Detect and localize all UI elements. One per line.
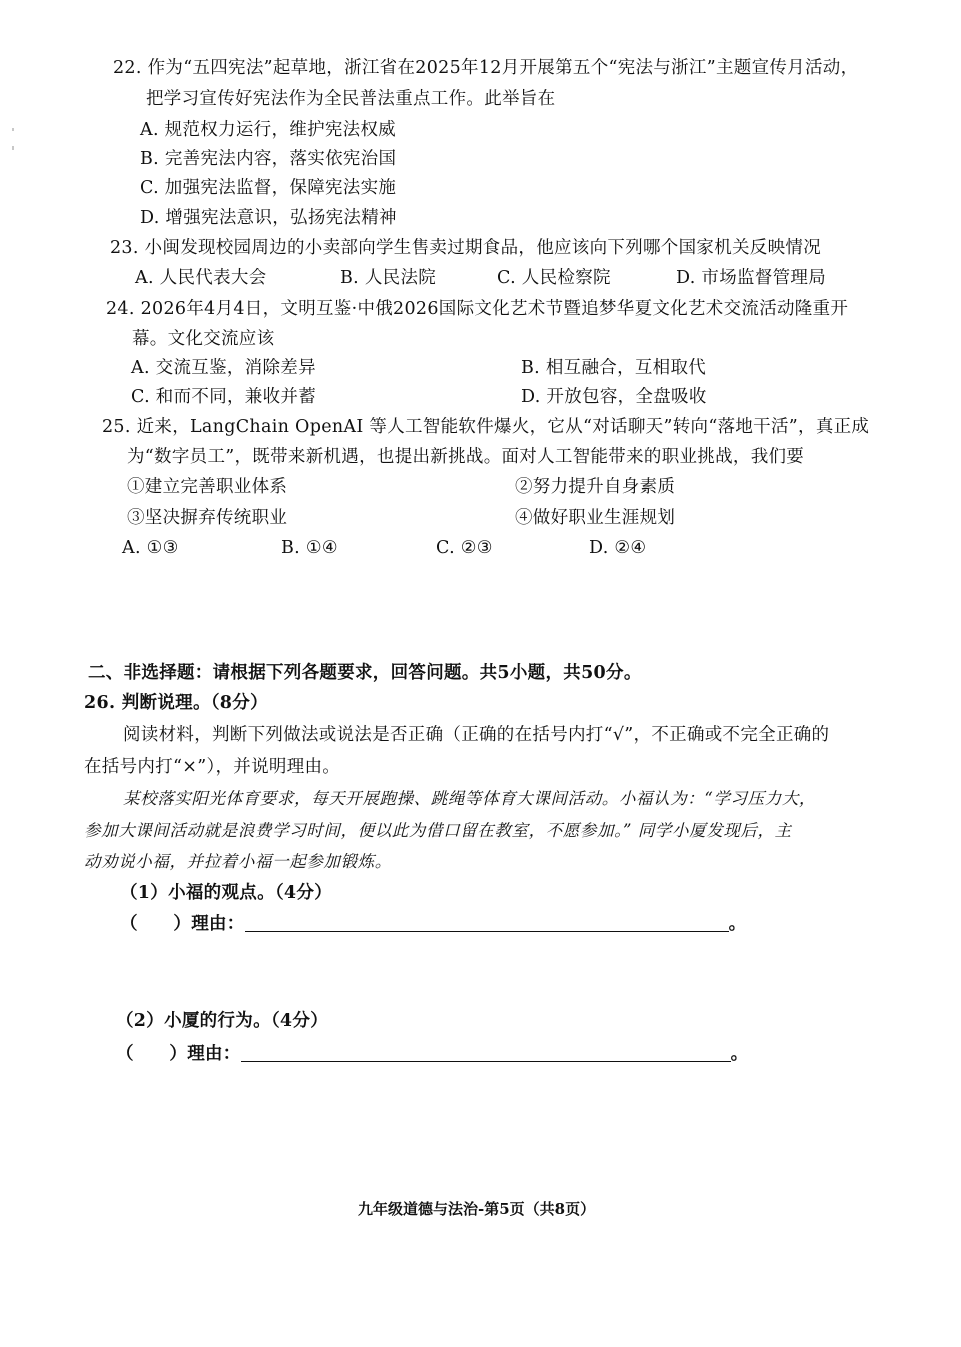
section2-heading: 二、非选择题：请根据下列各题要求，回答问题。共5小题，共50分。 xyxy=(88,663,642,683)
q24-option-a: A. 交流互鉴，消除差异 xyxy=(131,358,316,378)
q25-item-1: ①建立完善职业体系 xyxy=(127,477,288,497)
q26-material-line1: 某校落实阳光体育要求，每天开展跑操、跳绳等体育大课间活动。小福认为：“学习压力大， xyxy=(123,789,817,808)
page-footer: 九年级道德与法治-第5页（共8页） xyxy=(358,1200,596,1218)
q26-sub2-answer-row xyxy=(116,1043,748,1065)
q26-material-line3: 动劝说小福，并拉着小福一起参加锻炼。 xyxy=(84,852,392,871)
reason-blank-2[interactable] xyxy=(241,1043,731,1062)
line-period: 。 xyxy=(728,914,747,934)
q26-instruction-line2: 在括号内打“×”），并说明理由。 xyxy=(84,757,341,777)
q24-stem-line2: 幕。文化交流应该 xyxy=(132,329,275,349)
q25-item-3: ③坚决摒弃传统职业 xyxy=(127,508,288,528)
q22-stem-line1: 22. 作为“五四宪法”起草地，浙江省在2025年12月开展第五个“宪法与浙江”主题宣传月活动， xyxy=(113,58,859,78)
q26-sub1-title: （1）小福的观点。（4分） xyxy=(120,883,333,903)
scan-speck xyxy=(12,146,14,150)
q26-instruction-line1: 阅读材料，判断下列做法或说法是否正确（正确的在括号内打“√”，不正确或不完全正确的 xyxy=(123,725,830,745)
q22-option-c: C. 加强宪法监督，保障宪法实施 xyxy=(140,178,397,198)
judgment-bracket[interactable]: （ ）理由： xyxy=(120,914,245,934)
q25-item-2: ②努力提升自身素质 xyxy=(515,477,676,497)
q24-option-d: D. 开放包容，全盘吸收 xyxy=(521,387,707,407)
q23-option-c: C. 人民检察院 xyxy=(497,268,611,288)
q25-item-4: ④做好职业生涯规划 xyxy=(515,508,676,528)
q23-option-a: A. 人民代表大会 xyxy=(135,268,267,288)
q25-stem-line2: 为“数字员工”，既带来新机遇，也提出新挑战。面对人工智能带来的职业挑战，我们要 xyxy=(127,447,805,467)
q25-option-d: D. ②④ xyxy=(589,538,647,558)
q25-option-c: C. ②③ xyxy=(436,538,493,558)
q26-material-line2: 参加大课间活动就是浪费学习时间，便以此为借口留在教室，不愿参加。” 同学小厦发现后，主 xyxy=(84,821,792,840)
q23-option-d: D. 市场监督管理局 xyxy=(676,268,827,288)
q25-stem-line1: 25. 近来，LangChain OpenAI 等人工智能软件爆火，它从“对话聊天”转向“落地干活”，真正成 xyxy=(102,417,870,437)
q22-stem-line2: 把学习宣传好宪法作为全民普法重点工作。此举旨在 xyxy=(146,89,556,109)
line-period: 。 xyxy=(730,1044,749,1064)
q23-option-b: B. 人民法院 xyxy=(340,268,437,288)
q26-sub1-answer-row xyxy=(120,913,746,935)
q22-option-b: B. 完善宪法内容，落实依宪治国 xyxy=(140,149,397,169)
q25-option-b: B. ①④ xyxy=(281,538,338,558)
q24-stem-line1: 24. 2026年4月4日，文明互鉴·中俄2026国际文化艺术节暨追梦华夏文化艺术交流活动隆重开 xyxy=(106,299,849,319)
q22-option-a: A. 规范权力运行，维护宪法权威 xyxy=(140,120,397,140)
q25-option-a: A. ①③ xyxy=(122,538,179,558)
q22-option-d: D. 增强宪法意识，弘扬宪法精神 xyxy=(140,208,397,228)
q24-option-c: C. 和而不同，兼收并蓄 xyxy=(131,387,316,407)
q26-sub2-title: （2）小厦的行为。（4分） xyxy=(116,1011,329,1031)
scan-speck xyxy=(12,128,14,131)
reason-blank-1[interactable] xyxy=(245,913,729,932)
q24-option-b: B. 相互融合，互相取代 xyxy=(521,358,707,378)
q26-title: 26. 判断说理。（8分） xyxy=(84,693,268,713)
q23-stem: 23. 小闽发现校园周边的小卖部向学生售卖过期食品，他应该向下列哪个国家机关反映情况 xyxy=(110,238,821,258)
judgment-bracket[interactable]: （ ）理由： xyxy=(116,1044,241,1064)
